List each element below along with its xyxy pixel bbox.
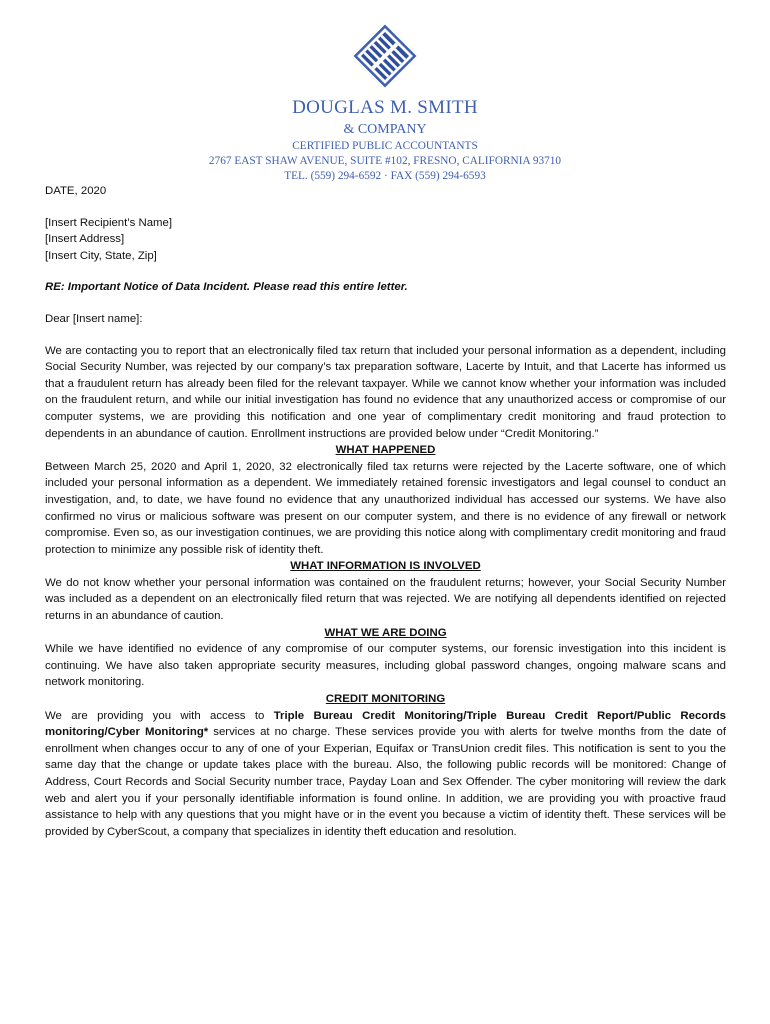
- intro-paragraph: We are contacting you to report that an electronically filed tax return that included your personal information as a dependent, including Social Security Number, was rejected by our company’s tax preparation software, Lacerte by Intuit, and that Lacerte has informed us that a fraudulent return has already been filed for the relevant taxpayer. While we cannot know whether your information was included on the fraudulent return, and while our initial investigation has found no evidence that any unauthorized access or compromise of our computer systems, we are providing this notification and one year of complimentary credit monitoring and fraud protection to dependents in an abundance of caution. Enrollment instructions are provided below under “Credit Monitoring.”: [45, 344, 726, 440]
- firm-tagline: CERTIFIED PUBLIC ACCOUNTANTS: [292, 140, 478, 152]
- letter-body: [45, 183, 726, 840]
- firm-company: & COMPANY: [343, 122, 427, 137]
- firm-name: DOUGLAS M. SMITH: [292, 97, 478, 118]
- firm-address: 2767 EAST SHAW AVENUE, SUITE #102, FRESNO, CALIFORNIA 93710: [208, 155, 562, 167]
- recipient-name: [Insert Recipient’s Name]: [45, 216, 173, 229]
- firm-phone-fax: TEL. (559) 294-6592 · FAX (559) 294-6593: [284, 170, 486, 182]
- section-heading-what-happened: WHAT HAPPENED: [335, 444, 436, 457]
- dms-diamond-logo-icon: [353, 24, 417, 88]
- section-text-what-we-are-doing: While we have identified no evidence of any compromise of our computer systems, our forensic investigation into this incident is continuing. We have also taken appropriate security measures, including global password changes, ongoing malware scans and network monitoring.: [45, 643, 726, 689]
- credit-lead: We are providing you with access to: [45, 709, 274, 722]
- letter-date: DATE, 2020: [45, 185, 107, 197]
- section-text-information-involved: We do not know whether your personal information was contained on the fraudulent returns; however, your Social Security Number was included as a dependent on an electronically filed return that was rejected. We are notifying all dependents identified on rejected returns in an abundance of caution.: [45, 576, 726, 623]
- letterhead: [0, 96, 770, 184]
- salutation: Dear [Insert name]:: [45, 312, 143, 325]
- section-heading-what-we-are-doing: WHAT WE ARE DOING: [324, 626, 447, 639]
- credit-services-bold: Triple Bureau Credit Monitoring/Triple Bureau Credit Report/Public Records monitoring/Cyber Monitoring*: [45, 709, 726, 739]
- credit-rest: services at no charge. These services provide you with alerts for twelve months from the date of enrollment when changes occur to any of one of your Experian, Equifax or TransUnion credit files. This notification is sent to you the same day that the change or update takes place with the bureau. Also, the following public records will be monitored: Change of Address, Court Records and Social Security number trace, Payday Loan and Sex Offender. The cyber monitoring will review the dark web and alert you if your personally identifiable information is found online. In addition, we are providing you with proactive fraud assistance to help with any questions that you might have or in the event you because a victim of identity theft. These services will be provided by CyberScout, a company that specializes in identity theft education and resolution.: [45, 726, 727, 838]
- re-line: RE: Important Notice of Data Incident. Please read this entire letter.: [45, 281, 408, 294]
- recipient-city: [Insert City, State, Zip]: [45, 249, 157, 262]
- section-heading-information-involved: WHAT INFORMATION IS INVOLVED: [290, 560, 481, 573]
- section-text-what-happened: Between March 25, 2020 and April 1, 2020, 32 electronically filed tax returns were rejected by the Lacerte software, one of which included your personal information as a dependent. We immediately retained forensic investigators and legal counsel to conduct an investigation, and, to date, we have found no evidence that any unauthorized individual has accessed our systems. We have also confirmed no virus or malicious software was present on our computer system, and there is no evidence of any firewall or network compromise. Even so, as our investigation continues, we are providing this notice along with complimentary credit monitoring and fraud protection to minimize any possible risk of identity theft.: [45, 460, 726, 556]
- section-text-credit-monitoring: [45, 708, 726, 841]
- section-heading-credit-monitoring: CREDIT MONITORING: [325, 693, 446, 706]
- recipient-address: [Insert Address]: [45, 233, 125, 246]
